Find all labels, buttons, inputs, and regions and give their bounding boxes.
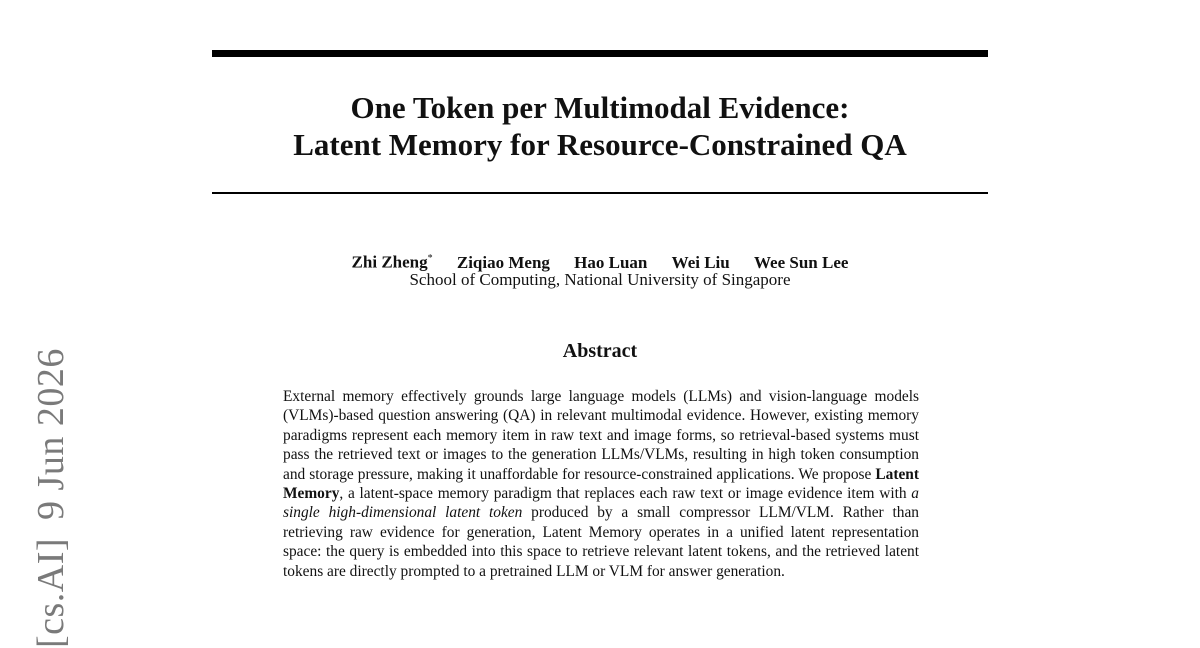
author-name: Ziqiao Meng	[456, 252, 550, 272]
author-name: Wei Liu	[671, 252, 730, 272]
paper-title	[212, 89, 988, 163]
abstract-emphasis-method: Latent Memory	[283, 465, 919, 503]
affiliation: School of Computing, National University of Singapore	[409, 270, 791, 289]
author-name: Wee Sun Lee	[754, 252, 849, 272]
abstract-text: External memory effectively grounds large language models (LLMs) and vision-language models (VLMs)-based question answering (QA) in relevant multimodal evidence. However, existing memory paradigms represent each memory item in raw text and image forms, so retrieval-based systems must pass the retrieved text or images to the generation LLMs/VLMs, resulting in high token consumption and storage pressure, making it unaffordable for resource-constrained applications. We propose	[283, 388, 919, 483]
title-line-2: Latent Memory for Resource-Constrained QA	[293, 127, 907, 162]
title-line-1: One Token per Multimodal Evidence:	[350, 90, 850, 125]
author-footnote-mark: *	[427, 253, 433, 264]
abstract-body	[283, 387, 919, 581]
author-name: Hao Luan	[574, 252, 648, 272]
arxiv-stamp	[26, 348, 76, 648]
abstract-heading: Abstract	[562, 340, 638, 362]
author-name: Zhi Zheng	[351, 252, 428, 272]
abstract-emphasis-token: a single high-dimensional latent token	[283, 485, 919, 522]
arxiv-category: [cs.AI]	[30, 537, 72, 648]
abstract-text: , a latent-space memory paradigm that replaces each raw text or image evidence item with	[339, 485, 912, 503]
arxiv-date: 9 Jun 2026	[30, 348, 72, 520]
top-rule	[212, 50, 988, 57]
abstract-text: produced by a small compressor LLM/VLM. Rather than retrieving raw evidence for generation, Latent Memory operates in a unified latent representation space: the query is embedded into this space to retrieve relevant latent tokens, and the retrieved latent tokens are directly prompted to a pretrained LLM or VLM for answer generation.	[283, 504, 919, 580]
title-divider	[212, 192, 988, 194]
